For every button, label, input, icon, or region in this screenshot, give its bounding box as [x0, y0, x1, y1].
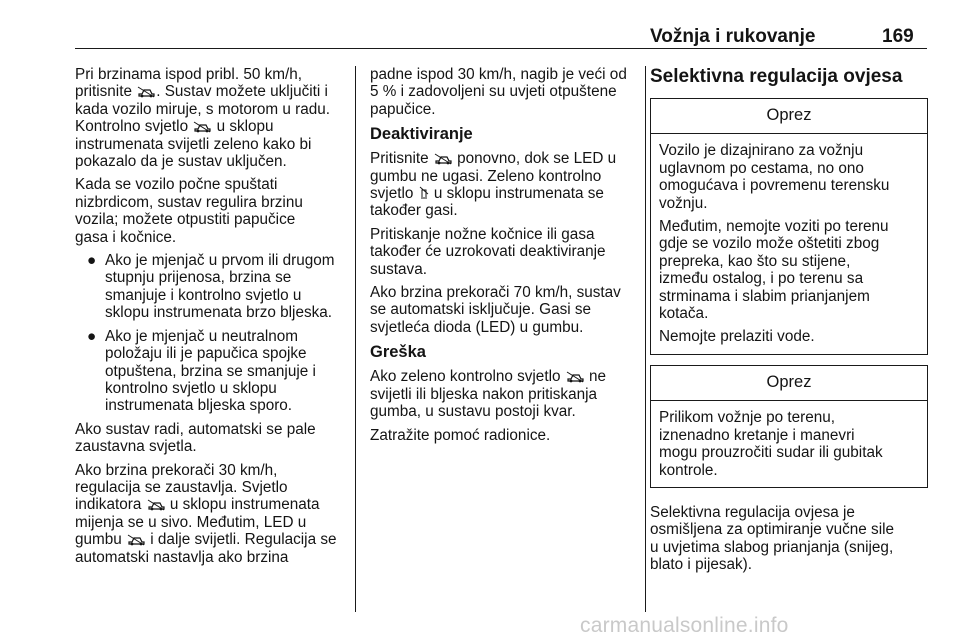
paragraph: Ako zeleno kontrolno svjetlo ne svijetli ili bljeska nakon pritiskanja gumba, u sustavu postoji kvar.: [370, 368, 606, 421]
paragraph: Međutim, nemojte voziti po terenu gdje se vozilo može oštetiti zbog prepreka, kao što su stijene, između ostalog, i po terenu sa strminama i slabim prianjanjem kotača.: [659, 218, 889, 323]
paragraph: Selektivna regulacija ovjesa je osmišljena za optimiranje vučne sile u uvjetima slabog prianjanja (snijeg, blato i pijesak).: [650, 503, 895, 574]
bullet-icon: ●: [87, 252, 97, 270]
page-number: 169: [882, 26, 914, 47]
paragraph: Ako brzina prekorači 30 km/h, regulacija se zaustavlja. Svjetlo indikatora u sklopu instrumenata mijenja se u sivo. Međutim, LED u gumbu i dalje svijetli. Regulacija se automatski nastavlja ako brzina: [75, 461, 337, 566]
hill-descent-control-icon: [193, 118, 211, 133]
header-divider: [75, 48, 927, 49]
hill-descent-control-icon: [137, 83, 155, 98]
paragraph: Vozilo je dizajnirano za vožnju uglavnom po cestama, no ono omogućava i povremenu terensku vožnju.: [659, 142, 890, 212]
column-1: [75, 66, 345, 572]
paragraph: Nemojte prelaziti vode.: [659, 328, 815, 346]
list-item: ● Ako je mjenjač u prvom ili drugom stupnju prijenosa, brzina se smanjuje i kontrolno svjetlo u sklopu instrumenata brzo bljeska.: [87, 252, 335, 322]
subheading-deactivation: Deaktiviranje: [370, 125, 473, 144]
hill-descent-control-icon: [127, 531, 145, 546]
hill-descent-control-icon: [147, 496, 165, 511]
caution-title: Oprez: [651, 99, 927, 134]
section-heading: Selektivna regulacija ovjesa: [650, 66, 903, 87]
column-2: [370, 66, 636, 450]
bullet-icon: ●: [87, 327, 97, 345]
caution-body: [651, 134, 927, 353]
caution-title: Oprez: [651, 366, 927, 401]
subheading-error: Greška: [370, 343, 426, 362]
paragraph: padne ispod 30 km/h, nagib je veći od 5 % i zadovoljeni su uvjeti otpuštene papučice.: [370, 66, 627, 118]
caution-box: [650, 98, 928, 355]
hill-descent-small-icon: [419, 185, 429, 200]
paragraph: Zatražite pomoć radionice.: [370, 426, 551, 444]
paragraph: Pritiskanje nožne kočnice ili gasa također će uzrokovati deaktiviranje sustava.: [370, 225, 606, 278]
hill-descent-control-icon: [434, 150, 452, 165]
bullet-list: [75, 252, 345, 415]
paragraph: Prilikom vožnje po terenu, iznenadno kretanje i manevri mogu prouzročiti sudar ili gubitak kontrole.: [659, 409, 883, 479]
column-divider: [645, 66, 646, 612]
paragraph: Kada se vozilo počne spuštati nizbrdicom, sustav regulira brzinu vozila; možete otpustiti papučice gasa i kočnice.: [75, 176, 303, 246]
paragraph: Ako sustav radi, automatski se pale zaustavna svjetla.: [75, 420, 316, 456]
section-title: Vožnja i rukovanje: [650, 26, 816, 47]
list-item: ● Ako je mjenjač u neutralnom položaju ili je papučica spojke otpuštena, brzina se smanjuje i kontrolno svjetlo u sklopu instrumenata bljeska sporo.: [87, 327, 316, 415]
paragraph: Pritisnite ponovno, dok se LED u gumbu ne ugasi. Zeleno kontrolno svjetlo u sklopu instrumenata se također gasi.: [370, 150, 617, 220]
caution-body: [651, 401, 927, 487]
caution-box: [650, 365, 928, 488]
paragraph: Ako brzina prekorači 70 km/h, sustav se automatski isključuje. Gasi se svjetleća dioda (LED) u gumbu.: [370, 284, 621, 336]
watermark: carmanualsonline.info: [580, 614, 789, 637]
paragraph: Pri brzinama ispod pribl. 50 km/h, pritisnite . Sustav možete uključiti i kada vozilo miruje, s motorom u radu. Kontrolno svjetlo u sklopu instrumenata svijetli zeleno kako bi pokazalo da je sustav uključen.: [75, 66, 331, 171]
column-divider: [355, 66, 356, 612]
hill-descent-control-icon: [566, 368, 584, 383]
column-3: [650, 66, 928, 580]
